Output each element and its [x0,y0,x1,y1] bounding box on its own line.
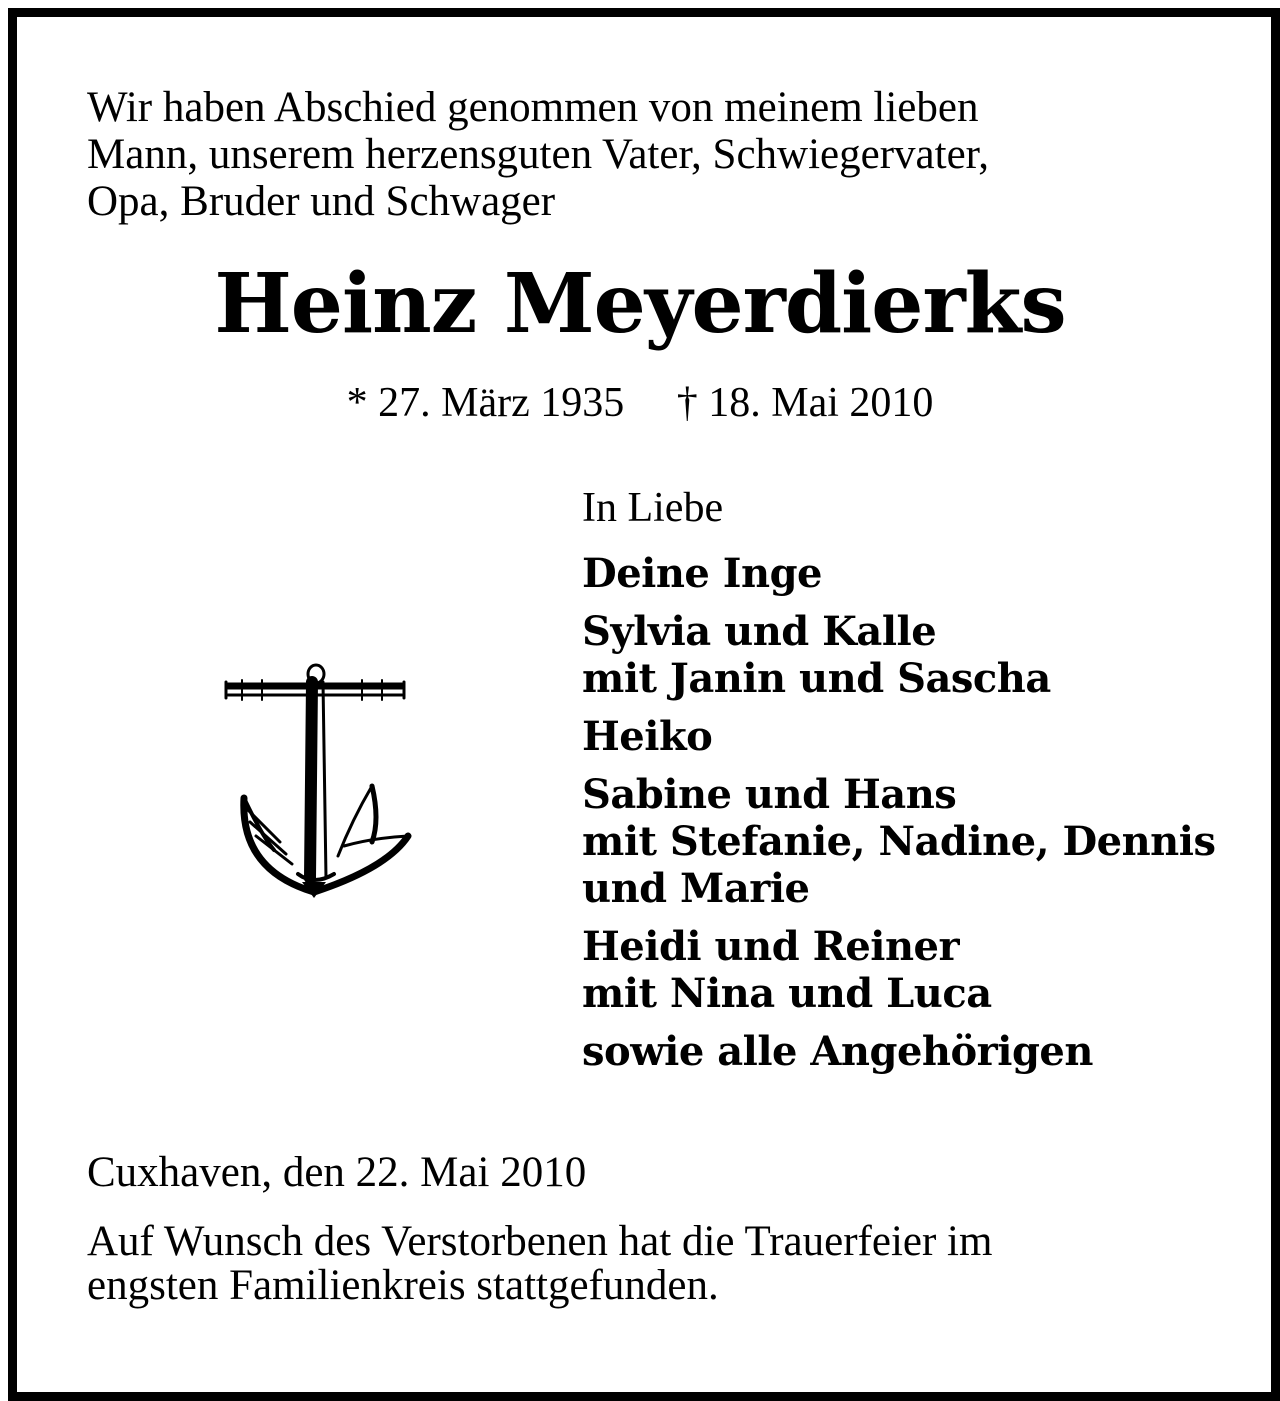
mourner-group [582,608,1242,702]
mourner-line: sowie alle Angehörigen [582,1028,1093,1075]
funeral-note [87,1220,1227,1308]
anchor-icon [222,660,414,902]
mourner-group [582,1028,1242,1075]
mourner-line: und Marie [582,865,810,912]
mourner-line: mit Stefanie, Nadine, Dennis [582,818,1216,865]
mourner-group [582,713,1242,760]
intro-line: Mann, unserem herzensguten Vater, Schwiegervater, [87,131,990,178]
mourners-list [582,482,1242,1086]
death-date: † 18. Mai 2010 [676,380,934,426]
mourner-line: Heiko [582,713,713,760]
closing-phrase: In Liebe [582,485,724,531]
mourner-group [582,923,1242,1017]
mourner-line: Heidi und Reiner [582,923,960,970]
intro-line: Opa, Bruder und Schwager [87,178,556,225]
mourner-line: mit Nina und Luca [582,970,992,1017]
place-date: Cuxhaven, den 22. Mai 2010 [87,1149,587,1196]
mourner-line: Deine Inge [582,550,822,597]
mourner-group [582,771,1242,912]
mourner-line: mit Janin und Sascha [582,655,1051,702]
intro-line: Wir haben Abschied genommen von meinem lieben [87,84,979,131]
note-line: Auf Wunsch des Verstorbenen hat die Trauerfeier im [87,1218,993,1265]
mourner-line: Sabine und Hans [582,771,957,818]
note-line: engsten Familienkreis stattgefunden. [87,1262,719,1309]
mourner-group [582,550,1242,597]
birth-date: * 27. März 1935 [346,380,625,426]
intro-text [87,84,1227,225]
mourner-line: Sylvia und Kalle [582,608,937,655]
deceased-name: Heinz Meyerdierks [214,256,1066,352]
life-dates [0,378,1280,428]
